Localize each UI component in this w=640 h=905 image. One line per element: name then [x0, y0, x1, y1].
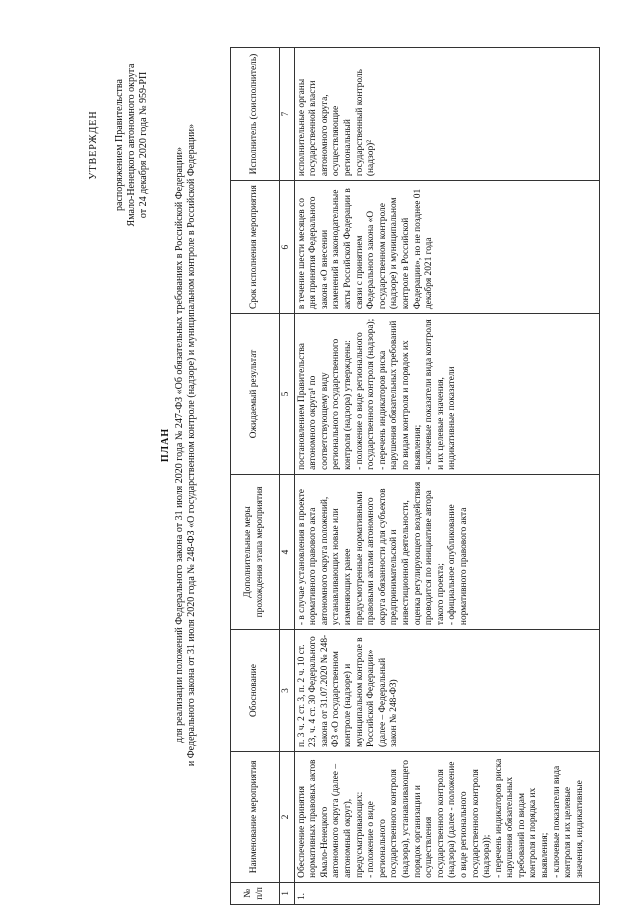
- row-executor: исполнительные органы государственной власти автономного округа, осуществляющие региональный государственный контроль (надзор)²: [294, 48, 599, 181]
- row-name: Обеспечение принятия нормативных правовых актов Ямало-Ненецкого автономного округа (далее – автономный округ), предусматривающих: - положение о виде регионального государственного контроля (надзора), устанавливающего порядок организации и осуществления государственного контроля (надзора) (далее - положение о виде регионального государственного контроля (надзора)); - перечень индикаторов риска нарушения обязательных требований по видам контроля и порядка их выявления; - ключевые показатели вида контроля и их целевые значения, индикативные: [294, 752, 599, 883]
- approval-line-2: Ямало-Ненецкого автономного округа: [126, 63, 137, 227]
- row-basis: п. 3 ч. 2 ст. 3, п. 2 ч. 10 ст. 23, ч. 4 ст. 30 Федерального закона от 31.07.2020 № 248-ФЗ «О государственном контроле (надзоре) и муниципальном контроле в Российской Федерации» (далее – Федеральный закон № 248-ФЗ): [294, 630, 599, 752]
- row-term: в течение шести месяцев со дня принятия Федерального закона «О внесении изменений в законодательные акты Российской Федерации в связи с принятием Федерального закона «О государственном контроле (надзоре) и муниципальном контроле в Российской Федерации», но не позднее 01 декабря 2021 года: [294, 181, 599, 314]
- title-line-1: для реализации положений Федерального закона от 31 июля 2020 года № 247-ФЗ «Об обязательных требованиях в Российской Федерации»: [174, 147, 185, 743]
- header-measures: Дополнительные меры прохождения этапа мероприятия: [231, 474, 280, 629]
- header-term: Срок исполнения мероприятия: [231, 181, 280, 314]
- column-number: 1: [280, 882, 295, 904]
- header-number: № п/п: [231, 882, 280, 904]
- plan-table: [230, 47, 600, 905]
- row-result: постановлением Правительства автономного округа¹ по соответствующему виду регионального государственного контроля (надзора) утверждены: - положение о виде регионального государственного контроля (надзора); - перечень индикаторов риска нарушения обязательных требований по видам контроля и порядок их выявления; - ключевые показатели вида контроля и их целевые значения, индикативные показатели: [294, 314, 599, 475]
- title-main: ПЛАН: [160, 427, 171, 463]
- column-number: 5: [280, 314, 295, 475]
- column-number: 7: [280, 48, 295, 181]
- row-measures: - в случае установления в проекте нормативного правового акта автономного округа положений, устанавливающих новые или изменяющих ранее предусмотренные нормативными правовыми актами автономного округа обязанности для субъектов предпринимательской и инвестиционной деятельности, оценка регулирующего воздействия проводится по инициативе автора такого проекта; - официальное опубликование нормативного правового акта: [294, 474, 599, 629]
- header-executor: Исполнитель (соисполнитель): [231, 48, 280, 181]
- document-title: [160, 75, 198, 815]
- approval-line-3: от 24 декабря 2020 года № 959-РП: [138, 71, 149, 219]
- column-number: 2: [280, 752, 295, 883]
- table-header-row: [231, 48, 280, 905]
- column-number-row: [280, 48, 295, 905]
- row-number: 1.: [294, 882, 599, 904]
- header-result: Ожидаемый результат: [231, 314, 280, 475]
- header-basis: Обоснование: [231, 630, 280, 752]
- approval-stamp: [88, 25, 150, 265]
- column-number: 6: [280, 181, 295, 314]
- approval-head: УТВЕРЖДЕН: [88, 110, 99, 180]
- approval-line-1: распоряжением Правительства: [114, 79, 125, 211]
- header-name: Наименование мероприятия: [231, 752, 280, 883]
- column-number: 3: [280, 630, 295, 752]
- title-line-2: и Федерального закона от 31 июля 2020 года № 248-ФЗ «О государственном контроле (надзоре) и муниципальном контроле в Российской Федерации»: [186, 123, 197, 767]
- table-row: [294, 48, 599, 905]
- column-number: 4: [280, 474, 295, 629]
